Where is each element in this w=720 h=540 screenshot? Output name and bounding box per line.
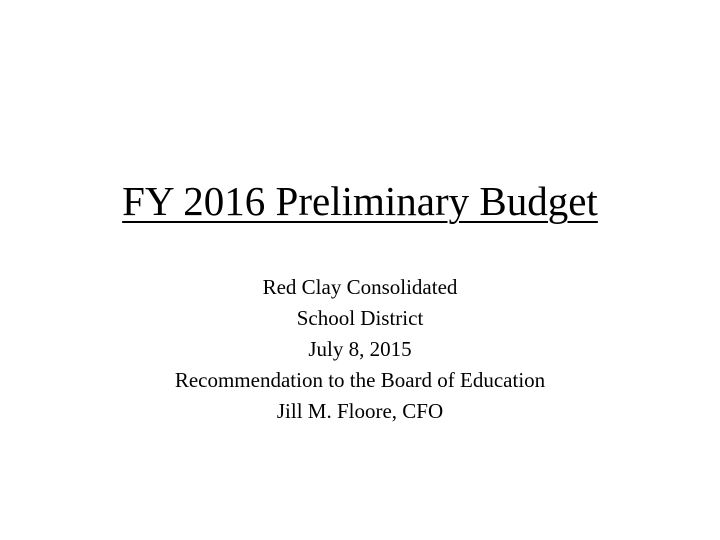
subtitle-line-presenter: Jill M. Floore, CFO	[276, 399, 444, 423]
subtitle-line-recommendation: Recommendation to the Board of Education	[174, 368, 546, 392]
subtitle-line-district: School District	[296, 306, 424, 330]
subtitle-line-organization: Red Clay Consolidated	[262, 275, 458, 299]
slide-title: FY 2016 Preliminary Budget	[122, 178, 598, 224]
subtitle-line-date: July 8, 2015	[308, 337, 412, 361]
slide-subtitle	[0, 272, 720, 427]
